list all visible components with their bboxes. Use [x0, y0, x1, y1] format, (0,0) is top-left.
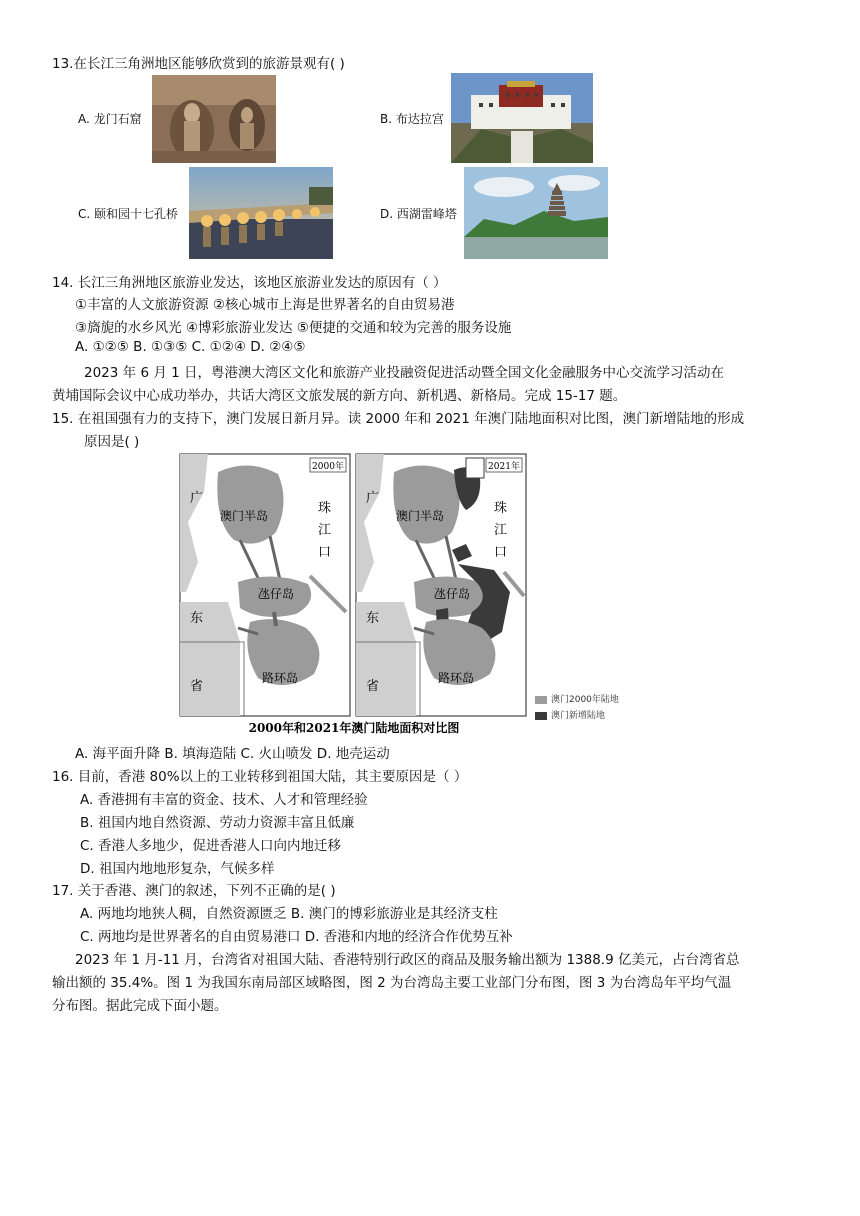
q15-stem-line-2: 原因是( )	[84, 434, 140, 450]
q14-choices: A. ①②⑤ B. ①③⑤ C. ①②④ D. ②④⑤	[75, 339, 306, 355]
svg-text:江: 江	[318, 523, 332, 538]
svg-text:珠: 珠	[494, 501, 508, 516]
intro-paragraph-1-line-1: 2023 年 6 月 1 日，粤港澳大湾区文化和旅游产业投融资促进活动暨全国文化金融服务中心交流学习活动在	[84, 365, 724, 381]
svg-text:氹仔岛: 氹仔岛	[434, 587, 471, 601]
year-tag-2021: 2021年	[488, 462, 520, 472]
svg-text:澳门半岛: 澳门半岛	[396, 509, 445, 523]
svg-text:路环岛: 路环岛	[438, 671, 475, 685]
svg-text:广: 广	[190, 491, 204, 506]
svg-text:口: 口	[318, 545, 332, 560]
q16-option-c: C. 香港人多地少，促进香港人口向内地迁移	[80, 838, 342, 854]
macau-land-comparison-figure	[178, 452, 638, 740]
q17-stem: 17. 关于香港、澳门的叙述，下列不正确的是( )	[52, 883, 336, 899]
q16-option-b: B. 祖国内地自然资源、劳动力资源丰富且低廉	[80, 815, 355, 831]
map-panel-2000	[180, 454, 350, 716]
q13-option-c-label: C. 颐和园十七孔桥	[78, 207, 179, 221]
q16-option-a: A. 香港拥有丰富的资金、技术、人才和管理经验	[80, 792, 368, 808]
legend-item-new-land: 澳门新增陆地	[535, 708, 619, 721]
svg-text:氹仔岛: 氹仔岛	[258, 587, 295, 601]
potala-palace-photo	[451, 73, 593, 163]
intro-paragraph-2-line-2: 输出额的 35.4%。图 1 为我国东南局部区域略图，图 2 为台湾岛主要工业部门分布图，图 3 为台湾岛年平均气温	[52, 975, 732, 991]
q16-option-d: D. 祖国内地地形复杂，气候多样	[80, 861, 275, 877]
map-title: 2000年和2021年澳门陆地面积对比图	[248, 721, 460, 735]
q16-stem: 16. 目前，香港 80%以上的工业转移到祖国大陆，其主要原因是（ ）	[52, 769, 468, 785]
svg-text:省: 省	[366, 679, 380, 694]
svg-text:广: 广	[366, 491, 380, 506]
seventeen-arch-bridge-photo	[189, 167, 333, 259]
q14-line-2: ③旖旎的水乡风光 ④博彩旅游业发达 ⑤便捷的交通和较为完善的服务设施	[75, 320, 512, 336]
longmen-grottoes-photo	[152, 75, 276, 163]
map-legend	[535, 692, 619, 721]
q15-choices: A. 海平面升降 B. 填海造陆 C. 火山喷发 D. 地壳运动	[75, 746, 390, 762]
q13-option-a-label: A. 龙门石窟	[78, 112, 142, 126]
svg-text:口: 口	[494, 545, 508, 560]
intro-paragraph-2-line-1: 2023 年 1 月-11 月，台湾省对祖国大陆、香港特别行政区的商品及服务输出额为 1388.9 亿美元，占台湾省总	[75, 952, 740, 968]
q17-line-2: C. 两地均是世界著名的自由贸易港口 D. 香港和内地的经济合作优势互补	[80, 929, 513, 945]
q14-stem: 14. 长江三角洲地区旅游业发达，该地区旅游业发达的原因有（ ）	[52, 275, 447, 291]
svg-text:东: 东	[366, 611, 380, 626]
q13-option-b-label: B. 布达拉宫	[380, 112, 444, 126]
svg-text:江: 江	[494, 523, 508, 538]
svg-text:省: 省	[190, 679, 204, 694]
leifeng-pagoda-photo	[464, 167, 608, 259]
svg-text:澳门半岛: 澳门半岛	[220, 509, 269, 523]
q15-stem-line-1: 15. 在祖国强有力的支持下，澳门发展日新月异。读 2000 年和 2021 年澳门陆地面积对比图，澳门新增陆地的形成	[52, 411, 745, 427]
year-tag-2000: 2000年	[312, 462, 344, 472]
q13-stem: 13.在长江三角洲地区能够欣赏到的旅游景观有( )	[52, 56, 345, 72]
svg-text:珠: 珠	[318, 501, 332, 516]
legend-item-2000-land: 澳门2000年陆地	[535, 692, 619, 705]
svg-text:路环岛: 路环岛	[262, 671, 299, 685]
intro-paragraph-1-line-2: 黄埔国际会议中心成功举办，共话大湾区文旅发展的新方向、新机遇、新格局。完成 15-17 题。	[52, 388, 627, 404]
svg-text:东: 东	[190, 611, 204, 626]
q14-line-1: ①丰富的人文旅游资源 ②核心城市上海是世界著名的自由贸易港	[75, 297, 455, 313]
q13-option-d-label: D. 西湖雷峰塔	[380, 207, 457, 221]
q17-line-1: A. 两地均地狭人稠，自然资源匮乏 B. 澳门的博彩旅游业是其经济支柱	[80, 906, 498, 922]
intro-paragraph-2-line-3: 分布图。据此完成下面小题。	[52, 998, 228, 1014]
map-panel-2021	[356, 454, 526, 716]
